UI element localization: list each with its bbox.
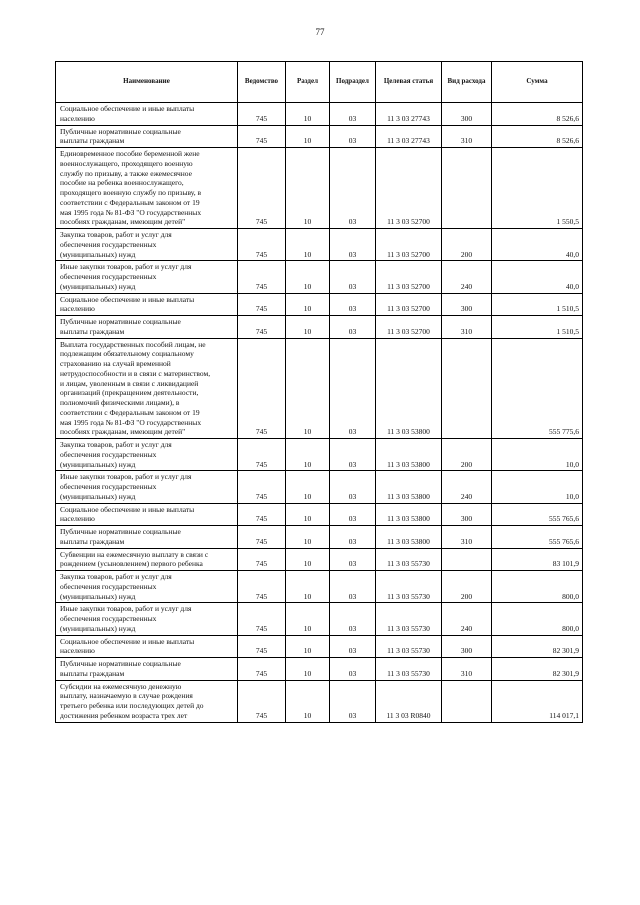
cell-name: Иные закупки товаров, работ и услуг для обеспечения государственных (муниципальных) нужд bbox=[56, 261, 238, 293]
cell-amount: 555 775,6 bbox=[492, 338, 583, 439]
cell-name: Субсидии на ежемесячную денежную выплату, назначаемую в случае рождения третьего ребенка или последующих детей до достижения ребенком возраста трех лет bbox=[56, 680, 238, 722]
cell-section: 10 bbox=[286, 439, 330, 471]
cell-ministry: 745 bbox=[238, 635, 286, 658]
cell-amount: 800,0 bbox=[492, 571, 583, 603]
cell-amount: 114 017,1 bbox=[492, 680, 583, 722]
cell-ministry: 745 bbox=[238, 680, 286, 722]
header-amount: Сумма bbox=[492, 62, 583, 103]
header-name: Наименование bbox=[56, 62, 238, 103]
table-row bbox=[56, 635, 583, 658]
table-row bbox=[56, 261, 583, 293]
table-body bbox=[56, 103, 583, 723]
cell-ministry: 745 bbox=[238, 603, 286, 635]
cell-amount: 800,0 bbox=[492, 603, 583, 635]
cell-amount: 10,0 bbox=[492, 471, 583, 503]
cell-expense-type: 200 bbox=[442, 229, 492, 261]
cell-name: Публичные нормативные социальные выплаты гражданам bbox=[56, 658, 238, 681]
header-expense-type: Вид расхода bbox=[442, 62, 492, 103]
cell-ministry: 745 bbox=[238, 658, 286, 681]
header-target: Целевая статья bbox=[376, 62, 442, 103]
cell-subsection: 03 bbox=[330, 526, 376, 549]
cell-section: 10 bbox=[286, 548, 330, 571]
cell-target: 11 3 03 27743 bbox=[376, 103, 442, 126]
cell-name: Закупка товаров, работ и услуг для обеспечения государственных (муниципальных) нужд bbox=[56, 439, 238, 471]
table-row bbox=[56, 316, 583, 339]
table-row bbox=[56, 103, 583, 126]
table-row bbox=[56, 439, 583, 471]
cell-name: Выплата государственных пособий лицам, не подлежащим обязательному социальному страхованию на случай временной нетрудоспособности и в связи с материнством, и лицам, уволенным в связи с ликвидацией организаций (прекращением деятельности, полномочий физическими лицами), в соответствии с Федеральным законом от 19 мая 1995 года № 81-ФЗ "О государственных пособиях гражданам, имеющим детей" bbox=[56, 338, 238, 439]
cell-expense-type: 240 bbox=[442, 261, 492, 293]
cell-target: 11 3 03 55730 bbox=[376, 658, 442, 681]
cell-target: 11 3 03 55730 bbox=[376, 635, 442, 658]
table-row bbox=[56, 338, 583, 439]
cell-target: 11 3 03 53800 bbox=[376, 503, 442, 526]
cell-target: 11 3 03 52700 bbox=[376, 316, 442, 339]
cell-target: 11 3 03 55730 bbox=[376, 571, 442, 603]
cell-amount: 8 526,6 bbox=[492, 103, 583, 126]
header-ministry: Ведомство bbox=[238, 62, 286, 103]
cell-subsection: 03 bbox=[330, 293, 376, 316]
cell-section: 10 bbox=[286, 658, 330, 681]
cell-section: 10 bbox=[286, 635, 330, 658]
cell-amount: 555 765,6 bbox=[492, 503, 583, 526]
cell-subsection: 03 bbox=[330, 680, 376, 722]
cell-amount: 8 526,6 bbox=[492, 125, 583, 148]
table-row bbox=[56, 503, 583, 526]
cell-section: 10 bbox=[286, 338, 330, 439]
cell-name: Единовременное пособие беременной жене военнослужащего, проходящего военную службу по призыву, а также ежемесячное пособие на ребенка военнослужащего, проходящего военную службу по призыву, в соответствии с Федеральным законом от 19 мая 1995 года № 81-ФЗ "О государственных пособиях гражданам, имеющим детей" bbox=[56, 148, 238, 229]
table-row bbox=[56, 603, 583, 635]
cell-subsection: 03 bbox=[330, 658, 376, 681]
cell-target: 11 3 03 55730 bbox=[376, 603, 442, 635]
cell-expense-type: 310 bbox=[442, 125, 492, 148]
cell-expense-type: 310 bbox=[442, 658, 492, 681]
cell-amount: 1 510,5 bbox=[492, 293, 583, 316]
cell-name: Иные закупки товаров, работ и услуг для обеспечения государственных (муниципальных) нужд bbox=[56, 603, 238, 635]
header-subsection: Подраздел bbox=[330, 62, 376, 103]
table-row bbox=[56, 548, 583, 571]
cell-ministry: 745 bbox=[238, 316, 286, 339]
cell-target: 11 3 03 52700 bbox=[376, 148, 442, 229]
cell-subsection: 03 bbox=[330, 503, 376, 526]
cell-amount: 1 550,5 bbox=[492, 148, 583, 229]
cell-subsection: 03 bbox=[330, 229, 376, 261]
cell-section: 10 bbox=[286, 603, 330, 635]
cell-expense-type: 310 bbox=[442, 316, 492, 339]
cell-section: 10 bbox=[286, 471, 330, 503]
cell-expense-type bbox=[442, 548, 492, 571]
cell-ministry: 745 bbox=[238, 503, 286, 526]
cell-name: Иные закупки товаров, работ и услуг для обеспечения государственных (муниципальных) нужд bbox=[56, 471, 238, 503]
cell-expense-type: 310 bbox=[442, 526, 492, 549]
cell-name: Социальное обеспечение и иные выплаты населению bbox=[56, 635, 238, 658]
cell-subsection: 03 bbox=[330, 471, 376, 503]
cell-ministry: 745 bbox=[238, 148, 286, 229]
cell-section: 10 bbox=[286, 148, 330, 229]
cell-name: Социальное обеспечение и иные выплаты населению bbox=[56, 503, 238, 526]
cell-section: 10 bbox=[286, 125, 330, 148]
cell-ministry: 745 bbox=[238, 103, 286, 126]
cell-ministry: 745 bbox=[238, 526, 286, 549]
cell-subsection: 03 bbox=[330, 148, 376, 229]
cell-target: 11 3 03 53800 bbox=[376, 471, 442, 503]
cell-amount: 555 765,6 bbox=[492, 526, 583, 549]
cell-expense-type bbox=[442, 680, 492, 722]
cell-name: Закупка товаров, работ и услуг для обеспечения государственных (муниципальных) нужд bbox=[56, 571, 238, 603]
cell-section: 10 bbox=[286, 229, 330, 261]
cell-section: 10 bbox=[286, 103, 330, 126]
cell-subsection: 03 bbox=[330, 103, 376, 126]
cell-amount: 82 301,9 bbox=[492, 658, 583, 681]
cell-expense-type bbox=[442, 148, 492, 229]
cell-section: 10 bbox=[286, 316, 330, 339]
table-header-row bbox=[56, 62, 583, 103]
cell-section: 10 bbox=[286, 503, 330, 526]
cell-ministry: 745 bbox=[238, 229, 286, 261]
cell-target: 11 3 03 52700 bbox=[376, 293, 442, 316]
cell-subsection: 03 bbox=[330, 338, 376, 439]
table-row bbox=[56, 658, 583, 681]
cell-expense-type: 300 bbox=[442, 503, 492, 526]
cell-ministry: 745 bbox=[238, 439, 286, 471]
table-row bbox=[56, 148, 583, 229]
cell-subsection: 03 bbox=[330, 125, 376, 148]
cell-ministry: 745 bbox=[238, 125, 286, 148]
cell-name: Публичные нормативные социальные выплаты гражданам bbox=[56, 125, 238, 148]
cell-name: Социальное обеспечение и иные выплаты населению bbox=[56, 293, 238, 316]
cell-ministry: 745 bbox=[238, 338, 286, 439]
cell-expense-type: 200 bbox=[442, 571, 492, 603]
cell-amount: 82 301,9 bbox=[492, 635, 583, 658]
cell-subsection: 03 bbox=[330, 261, 376, 293]
cell-subsection: 03 bbox=[330, 635, 376, 658]
cell-section: 10 bbox=[286, 571, 330, 603]
cell-ministry: 745 bbox=[238, 571, 286, 603]
cell-amount: 10,0 bbox=[492, 439, 583, 471]
cell-target: 11 3 03 53800 bbox=[376, 338, 442, 439]
cell-amount: 40,0 bbox=[492, 261, 583, 293]
cell-section: 10 bbox=[286, 680, 330, 722]
cell-subsection: 03 bbox=[330, 316, 376, 339]
cell-section: 10 bbox=[286, 261, 330, 293]
cell-target: 11 3 03 52700 bbox=[376, 229, 442, 261]
cell-target: 11 3 03 52700 bbox=[376, 261, 442, 293]
header-section: Раздел bbox=[286, 62, 330, 103]
cell-expense-type: 240 bbox=[442, 603, 492, 635]
cell-expense-type: 300 bbox=[442, 103, 492, 126]
cell-ministry: 745 bbox=[238, 548, 286, 571]
cell-ministry: 745 bbox=[238, 471, 286, 503]
table-row bbox=[56, 571, 583, 603]
cell-name: Социальное обеспечение и иные выплаты населению bbox=[56, 103, 238, 126]
cell-expense-type: 300 bbox=[442, 293, 492, 316]
cell-target: 11 3 03 R0840 bbox=[376, 680, 442, 722]
cell-expense-type: 300 bbox=[442, 635, 492, 658]
cell-subsection: 03 bbox=[330, 548, 376, 571]
cell-subsection: 03 bbox=[330, 571, 376, 603]
cell-expense-type: 240 bbox=[442, 471, 492, 503]
cell-amount: 40,0 bbox=[492, 229, 583, 261]
table-row bbox=[56, 229, 583, 261]
table-row bbox=[56, 471, 583, 503]
cell-target: 11 3 03 53800 bbox=[376, 526, 442, 549]
cell-subsection: 03 bbox=[330, 439, 376, 471]
table-row bbox=[56, 293, 583, 316]
table-row bbox=[56, 680, 583, 722]
cell-target: 11 3 03 55730 bbox=[376, 548, 442, 571]
cell-name: Публичные нормативные социальные выплаты гражданам bbox=[56, 316, 238, 339]
cell-name: Субвенции на ежемесячную выплату в связи с рождением (усыновлением) первого ребенка bbox=[56, 548, 238, 571]
cell-name: Закупка товаров, работ и услуг для обеспечения государственных (муниципальных) нужд bbox=[56, 229, 238, 261]
cell-ministry: 745 bbox=[238, 261, 286, 293]
table-row bbox=[56, 526, 583, 549]
cell-target: 11 3 03 27743 bbox=[376, 125, 442, 148]
page-number: 77 bbox=[315, 27, 325, 37]
cell-target: 11 3 03 53800 bbox=[376, 439, 442, 471]
budget-table bbox=[55, 61, 583, 723]
cell-section: 10 bbox=[286, 526, 330, 549]
cell-ministry: 745 bbox=[238, 293, 286, 316]
cell-expense-type bbox=[442, 338, 492, 439]
cell-section: 10 bbox=[286, 293, 330, 316]
cell-amount: 83 101,9 bbox=[492, 548, 583, 571]
table-row bbox=[56, 125, 583, 148]
cell-amount: 1 510,5 bbox=[492, 316, 583, 339]
cell-name: Публичные нормативные социальные выплаты гражданам bbox=[56, 526, 238, 549]
cell-expense-type: 200 bbox=[442, 439, 492, 471]
cell-subsection: 03 bbox=[330, 603, 376, 635]
